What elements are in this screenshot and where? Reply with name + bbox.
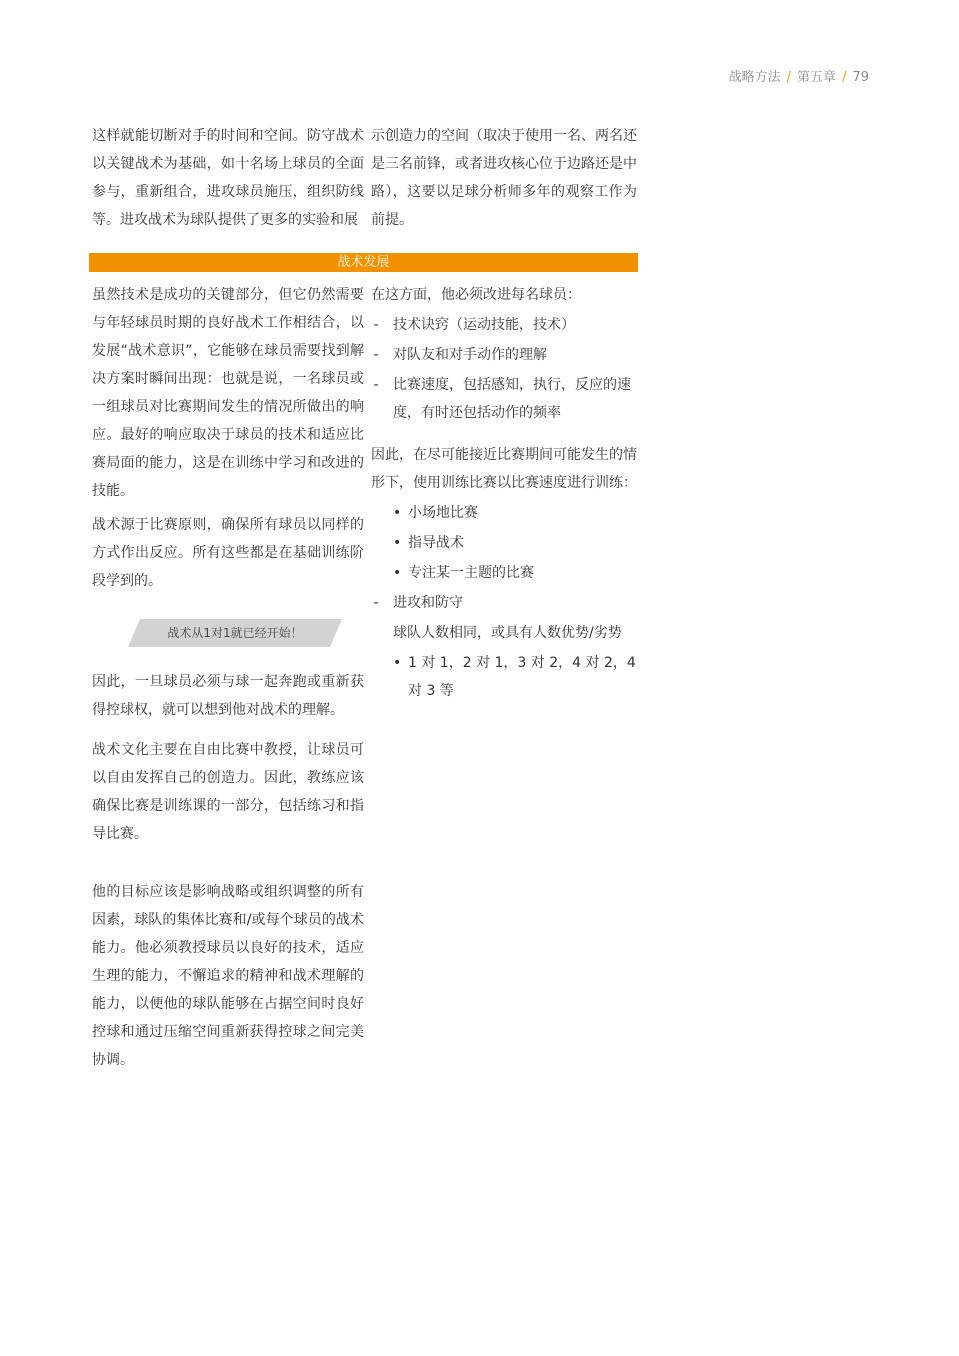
bullet-mark: •	[393, 535, 402, 551]
running-head-separator: /	[786, 70, 792, 85]
callout-box	[128, 619, 342, 647]
list-item	[371, 589, 637, 617]
list-item	[371, 371, 637, 427]
list-item-text: 比赛速度，包括感知，执行，反应的速度，有时还包括动作的频率	[393, 377, 631, 421]
list-item-text: 进攻和防守	[393, 595, 463, 611]
intro-left-paragraph: 这样就能切断对手的时间和空间。防守战术以关键战术为基础，如十名场上球员的全面参与，重新组合，进攻球员施压，组织防线等。进攻战术为球队提供了更多的实验和展	[92, 128, 364, 228]
body-paragraph: 因此，在尽可能接近比赛期间可能发生的情形下，使用训练比赛以比赛速度进行训练：	[371, 447, 637, 491]
list-item-text: 对队友和对手动作的理解	[393, 347, 547, 363]
dash-mark: -	[373, 317, 379, 333]
body-paragraph: 因此，一旦球员必须与球一起奔跑或重新获得控球权，就可以想到他对战术的理解。	[92, 674, 364, 718]
running-head	[729, 66, 869, 85]
list-item	[371, 499, 637, 527]
running-head-separator: /	[842, 70, 847, 85]
dash-mark: -	[373, 347, 379, 363]
left-column-lower	[92, 668, 364, 1074]
list-item-text: 专注某一主题的比赛	[408, 565, 534, 581]
list-item	[371, 649, 637, 705]
body-paragraph: 在这方面，他必须改进每名球员：	[371, 287, 581, 303]
right-column	[371, 281, 637, 707]
page-number: 79	[852, 70, 869, 85]
intro-left-column	[92, 122, 364, 234]
bullet-mark: •	[393, 565, 402, 581]
body-paragraph: 虽然技术是成功的关键部分，但它仍然需要与年轻球员时期的良好战术工作相结合，以发展“战术意识”，它能够在球员需要找到解决方案时瞬间出现：也就是说，一名球员或一组球员对比赛期间发生的情况所做出的响应。最好的响应取决于球员的技术和适应比赛局面的能力，这是在训练中学习和改进的技能。	[92, 287, 364, 499]
list-item-text: 小场地比赛	[408, 505, 478, 521]
running-head-section: 战略方法	[728, 70, 781, 85]
list-item	[371, 341, 637, 369]
list-item-text: 1 对 1，2 对 1，3 对 2，4 对 2，4 对 3 等	[408, 655, 636, 699]
running-head-chapter: 第五章	[797, 70, 837, 85]
callout-text: 战术从1对1就已经开始！	[167, 626, 303, 640]
body-paragraph: 战术源于比赛原则，确保所有球员以同样的方式作出反应。所有这些都是在基础训练阶段学到的。	[92, 517, 364, 589]
bullet-mark: •	[393, 655, 402, 671]
intro-right-paragraph: 示创造力的空间（取决于使用一名、两名还是三名前锋，或者进攻核心位于边路还是中路），这要以足球分析师多年的观察工作为前提。	[371, 128, 637, 228]
list-subtext: 球队人数相同，或具有人数优势/劣势	[393, 625, 622, 641]
list-item	[371, 311, 637, 339]
intro-right-column	[371, 122, 637, 234]
body-paragraph: 他的目标应该是影响战略或组织调整的所有因素，球队的集体比赛和/或每个球员的战术能力。他必须教授球员以良好的技术，适应生理的能力，不懈追求的精神和战术理解的能力，以便他的球队能够在占据空间时良好控球和通过压缩空间重新获得控球之间完美协调。	[92, 884, 364, 1068]
body-paragraph: 战术文化主要在自由比赛中教授，让球员可以自由发挥自己的创造力。因此，教练应该确保比赛是训练课的一部分，包括练习和指导比赛。	[92, 742, 364, 842]
dash-mark: -	[373, 595, 379, 611]
list-item	[371, 559, 637, 587]
section-heading-bar: 战术发展	[89, 253, 638, 272]
list-item-text: 指导战术	[408, 535, 464, 551]
bullet-mark: •	[393, 505, 402, 521]
dash-mark: -	[373, 377, 379, 393]
list-item-text: 技术诀窍（运动技能，技术）	[393, 317, 575, 333]
list-item	[371, 529, 637, 557]
left-column	[92, 281, 364, 595]
